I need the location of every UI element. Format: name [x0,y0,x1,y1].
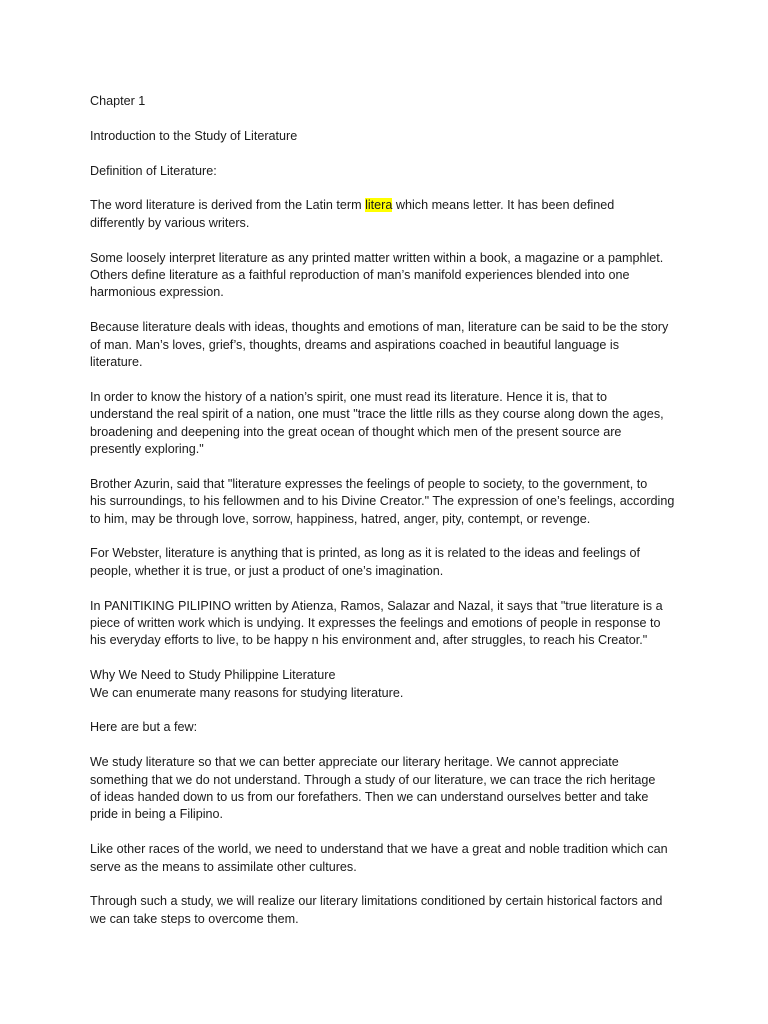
paragraph-brother-azurin: Brother Azurin, said that "literature expresses the feelings of people to society, to the government, to his surroundings, to his fellowmen and to his Divine Creator." The expression of one’s feelings, according to him, may be through love, sorrow, happiness, hatred, anger, pity, contempt, or revenge. [90,476,675,526]
paragraph-webster: For Webster, literature is anything that is printed, as long as it is related to the ideas and feelings of people, whether it is true, or just a product of one’s imagination. [90,546,640,578]
reason-heritage: We study literature so that we can better appreciate our literary heritage. We cannot appreciate something that we do not understand. Through a study of our literature, we can trace the rich heritage of ideas handed down to us from our forefathers. Then we can understand ourselves better and take pride in being a Filipino. [90,755,656,822]
paragraph-litera-before: The word literature is derived from the Latin term [90,198,366,213]
definition-heading: Definition of Literature: [90,163,217,178]
reason-tradition: Like other races of the world, we need to understand that we have a great and noble tradition which can serve as the means to assimilate other cultures. [90,842,668,874]
paragraph-interpretations: Some loosely interpret literature as any printed matter written within a book, a magazine or a pamphlet. Others define literature as a faithful reproduction of man’s manifold experiences blended into one harmonious expression. [90,250,664,300]
highlighted-term: litera [365,198,393,213]
paragraph-story-of-man: Because literature deals with ideas, thoughts and emotions of man, literature can be said to be the story of man. Man’s loves, grief’s, thoughts, dreams and aspirations coached in beautiful language is literature. [90,320,669,370]
paragraph-litera [90,197,690,232]
why-heading: Why We Need to Study Philippine Literature [90,668,336,683]
few-reasons-label: Here are but a few: [90,720,198,735]
chapter-title: Introduction to the Study of Literature [90,128,298,143]
paragraph-nation-spirit: In order to know the history of a nation’s spirit, one must read its literature. Hence it is, that to understand the real spirit of a nation, one must "trace the little rills as they course along down the ages, broadening and deepening into the great ocean of thought which men of the present source are presently exploring." [90,389,664,457]
paragraph-litera-after: which means letter. It has been defined differently by various writers. [90,198,615,230]
why-intro: We can enumerate many reasons for studying literature. [90,685,404,700]
reason-limitations: Through such a study, we will realize our literary limitations conditioned by certain historical factors and we can take steps to overcome them. [90,894,663,926]
document-body [90,93,690,928]
paragraph-panitiking-pilipino: In PANITIKING PILIPINO written by Atienza, Ramos, Salazar and Nazal, it says that "true literature is a piece of written work which is undying. It expresses the feelings and emotions of people in response to his everyday efforts to live, to be happy n his environment and, after struggles, to reach his Creator." [90,598,663,648]
chapter-label: Chapter 1 [90,94,146,108]
